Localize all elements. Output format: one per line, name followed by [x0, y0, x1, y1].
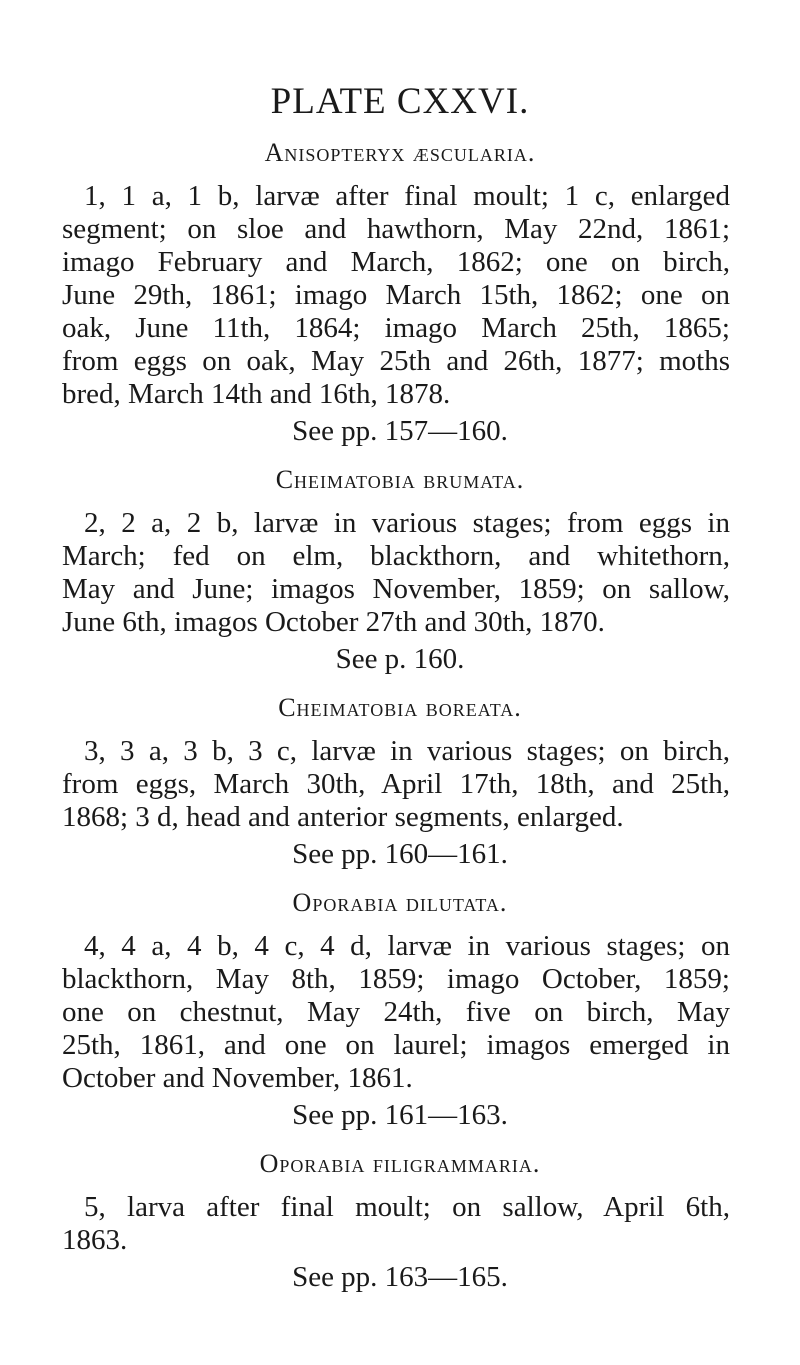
description-line: 1863.: [62, 1224, 128, 1256]
description-line: bred, March 14th and 16th, 1878.: [62, 378, 451, 410]
description-line: 1868; 3 d, head and anterior segments, enlarged.: [62, 801, 624, 833]
description-line: segment; on sloe and hawthorn, May 22nd, 1861;: [62, 213, 730, 245]
species-heading: Oporabia filigrammaria.: [259, 1149, 541, 1178]
description-line: 4, 4 a, 4 b, 4 c, 4 d, larvæ in various stages; on: [84, 930, 730, 962]
description-line: 5, larva after final moult; on sallow, April 6th,: [84, 1191, 730, 1223]
page-reference: See pp. 163—165.: [292, 1261, 508, 1293]
species-description: [62, 507, 730, 639]
species-description: [62, 735, 730, 834]
species-description: [62, 180, 730, 411]
species-heading: Oporabia dilutata.: [292, 888, 508, 917]
description-line: 2, 2 a, 2 b, larvæ in various stages; from eggs in: [84, 507, 730, 539]
plate-title: PLATE CXXVI.: [270, 81, 530, 122]
description-line: from eggs on oak, May 25th and 26th, 1877; moths: [62, 345, 730, 377]
description-line: imago February and March, 1862; one on birch,: [62, 246, 730, 278]
page-reference: See pp. 157—160.: [292, 415, 508, 447]
description-line: 25th, 1861, and one on laurel; imagos emerged in: [62, 1029, 730, 1061]
description-line: October and November, 1861.: [62, 1062, 413, 1094]
description-line: 3, 3 a, 3 b, 3 c, larvæ in various stages; on birch,: [84, 735, 730, 767]
page-reference: See pp. 160—161.: [292, 838, 508, 870]
page-reference: See pp. 161—163.: [292, 1099, 508, 1131]
species-heading: Anisopteryx æscularia.: [264, 138, 536, 167]
description-line: June 29th, 1861; imago March 15th, 1862; one on: [62, 279, 730, 311]
species-description: [62, 1191, 730, 1257]
description-line: 1, 1 a, 1 b, larvæ after final moult; 1 c, enlarged: [84, 180, 730, 212]
description-line: blackthorn, May 8th, 1859; imago October, 1859;: [62, 963, 730, 995]
description-line: oak, June 11th, 1864; imago March 25th, 1865;: [62, 312, 730, 344]
species-heading: Cheimatobia boreata.: [278, 693, 522, 722]
description-line: one on chestnut, May 24th, five on birch, May: [62, 996, 730, 1028]
description-line: March; fed on elm, blackthorn, and whitethorn,: [62, 540, 730, 572]
description-line: June 6th, imagos October 27th and 30th, 1870.: [62, 606, 605, 638]
description-line: from eggs, March 30th, April 17th, 18th, and 25th,: [62, 768, 730, 800]
species-description: [62, 930, 730, 1095]
description-line: May and June; imagos November, 1859; on sallow,: [62, 573, 730, 605]
page-reference: See p. 160.: [335, 643, 465, 675]
species-heading: Cheimatobia brumata.: [275, 465, 525, 494]
